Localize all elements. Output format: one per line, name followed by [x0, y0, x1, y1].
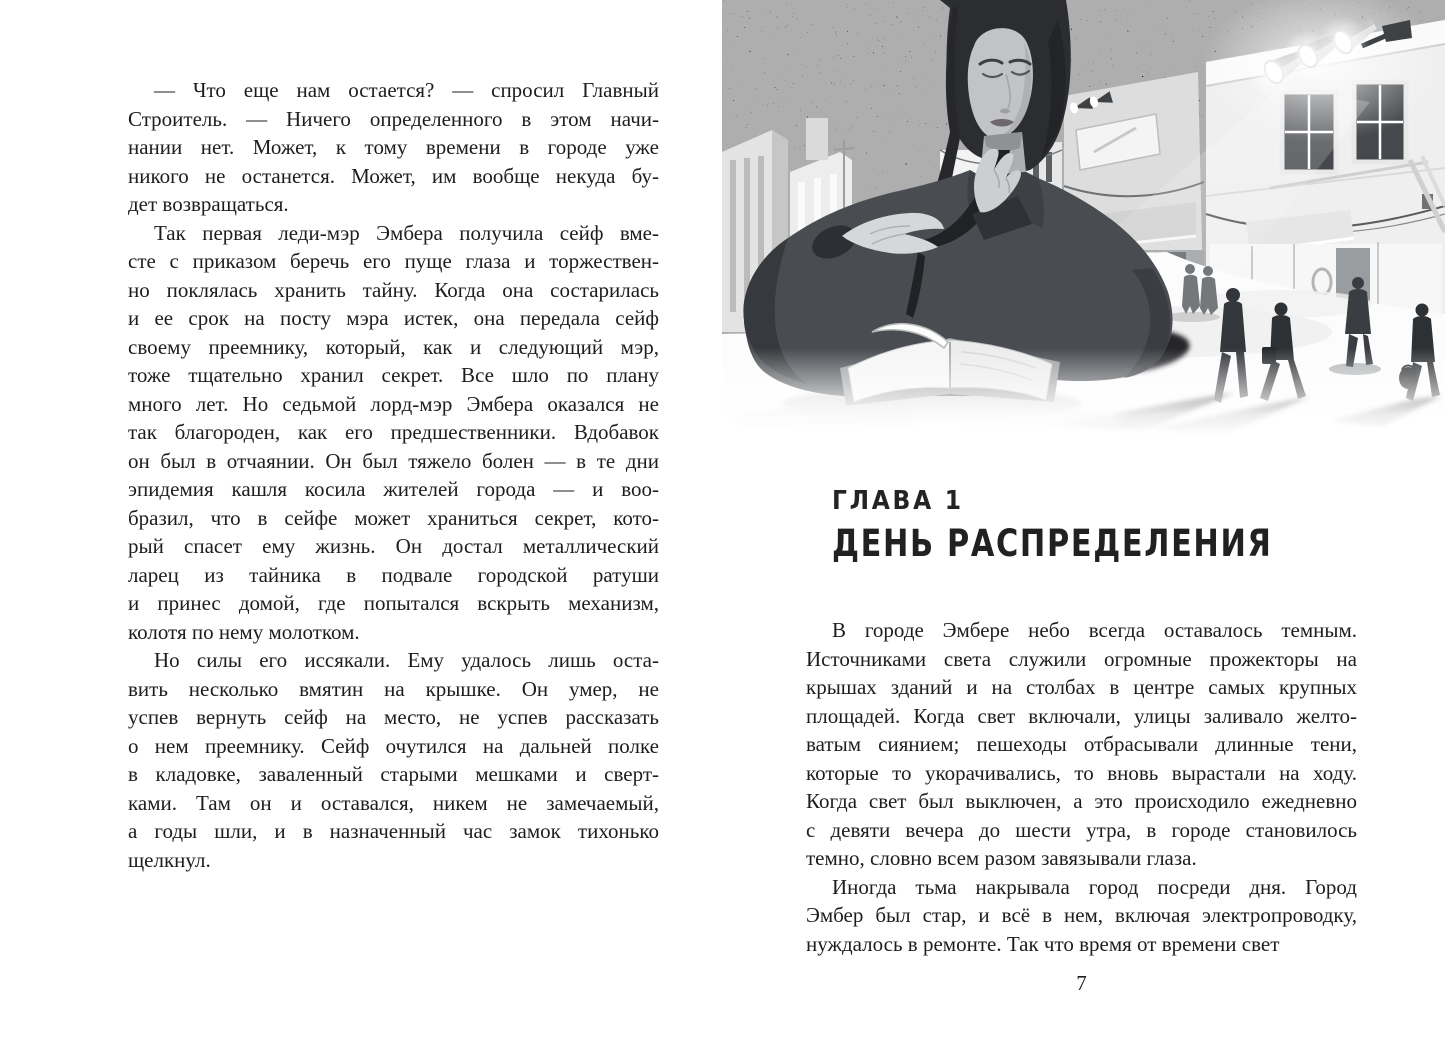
- text-line: и принес домой, где попытался вскрыть механизм,: [128, 591, 659, 615]
- text-line: щелкнул.: [128, 847, 211, 872]
- text-line: в кладовке, заваленный старыми мешками и сверт-: [128, 762, 659, 786]
- text-line: никого не останется. Может, им вообще некуда бу-: [128, 163, 659, 188]
- text-line: а годы шли, и в назначенный час замок тихонько: [128, 819, 659, 843]
- paragraph: [806, 873, 1357, 959]
- text-line: с девяти вечера до шести утра, в городе становилось: [806, 817, 1357, 842]
- text-line: крышах зданий и на столбах в центре самых крупных: [806, 675, 1357, 699]
- text-line: вить несколько вмятин на крышке. Он умер, не: [128, 676, 659, 701]
- text-line: площадей. Когда свет включали, улицы заливало желто-: [806, 703, 1357, 728]
- text-line: рый спасет ему жизнь. Он достал металлический: [128, 534, 659, 558]
- text-line: Эмбер был стар, и всё в нем, включая электропроводку,: [806, 903, 1357, 927]
- text-line: которые то укорачивались, то вновь вырастали на ходу.: [806, 760, 1357, 785]
- text-line: тоже тщательно хранил секрет. Все шло по плану: [128, 363, 659, 387]
- page-number: 7: [1076, 971, 1087, 995]
- text-line: Строитель. — Ничего определенного в этом начи-: [128, 106, 659, 131]
- text-line: о нем преемнику. Сейф очутился на дальней полке: [128, 733, 659, 758]
- text-line: своему преемнику, который, как и следующий мэр,: [128, 334, 659, 359]
- paragraph: [128, 646, 659, 874]
- left-page-body: [128, 76, 659, 874]
- text-line: так благороден, как его предшественники. Вдобавок: [128, 420, 659, 444]
- chapter-illustration: [722, 0, 1445, 437]
- chapter-title: ДЕНЬ РАСПРЕДЕЛЕНИЯ: [832, 522, 1273, 565]
- text-line: Но силы его иссякали. Ему удалось лишь оста-: [154, 648, 659, 672]
- right-page-body: [806, 616, 1357, 958]
- text-line: — Что еще нам остается? — спросил Главный: [154, 78, 659, 102]
- paragraph: [128, 76, 659, 219]
- text-line: Иногда тьма накрывала город посреди дня. Город: [832, 874, 1357, 899]
- illustration-fade: [722, 348, 1445, 437]
- text-line: нуждалось в ремонте. Так что время от времени свет: [806, 931, 1280, 956]
- chapter-label: ГЛАВА 1: [832, 486, 964, 516]
- text-line: много лет. Но седьмой лорд-мэр Эмбера оказался не: [128, 391, 659, 416]
- text-line: но поклялась хранить тайну. Когда она состарилась: [128, 277, 659, 302]
- text-line: В городе Эмбере небо всегда оставалось темным.: [832, 618, 1357, 642]
- text-line: дет возвращаться.: [128, 192, 289, 216]
- text-line: Источниками света служили огромные прожекторы на: [806, 646, 1357, 671]
- text-line: колотя по нему молотком.: [128, 619, 360, 644]
- text-line: эпидемия кашля косила жителей города — и воо-: [128, 477, 659, 501]
- text-line: сте с приказом беречь его пуще глаза и торжествен-: [128, 249, 659, 273]
- paragraph: [128, 219, 659, 647]
- paragraph: [806, 616, 1357, 873]
- text-line: ками. Там он и оставался, никем не замечаемый,: [128, 790, 659, 815]
- text-line: ватым сиянием; пешеходы отбрасывали длинные тени,: [806, 732, 1357, 756]
- text-line: Так первая леди-мэр Эмбера получила сейф вме-: [154, 220, 659, 245]
- text-line: ларец из тайника в подвале городской ратуши: [128, 562, 659, 587]
- text-line: Когда свет был выключен, а это происходило ежедневно: [806, 789, 1357, 813]
- text-line: и ее срок на посту мэра истек, она передала сейф: [128, 306, 659, 330]
- text-line: он был в отчаянии. Он был тяжело болен — в те дни: [128, 448, 659, 473]
- text-line: нании нет. Может, к тому времени в городе уже: [128, 135, 659, 159]
- text-line: темно, словно всем разом завязывали глаза.: [806, 846, 1197, 870]
- text-line: успев вернуть сейф на место, не успев рассказать: [128, 705, 659, 729]
- text-line: бразил, что в сейфе может храниться секрет, кото-: [128, 505, 659, 530]
